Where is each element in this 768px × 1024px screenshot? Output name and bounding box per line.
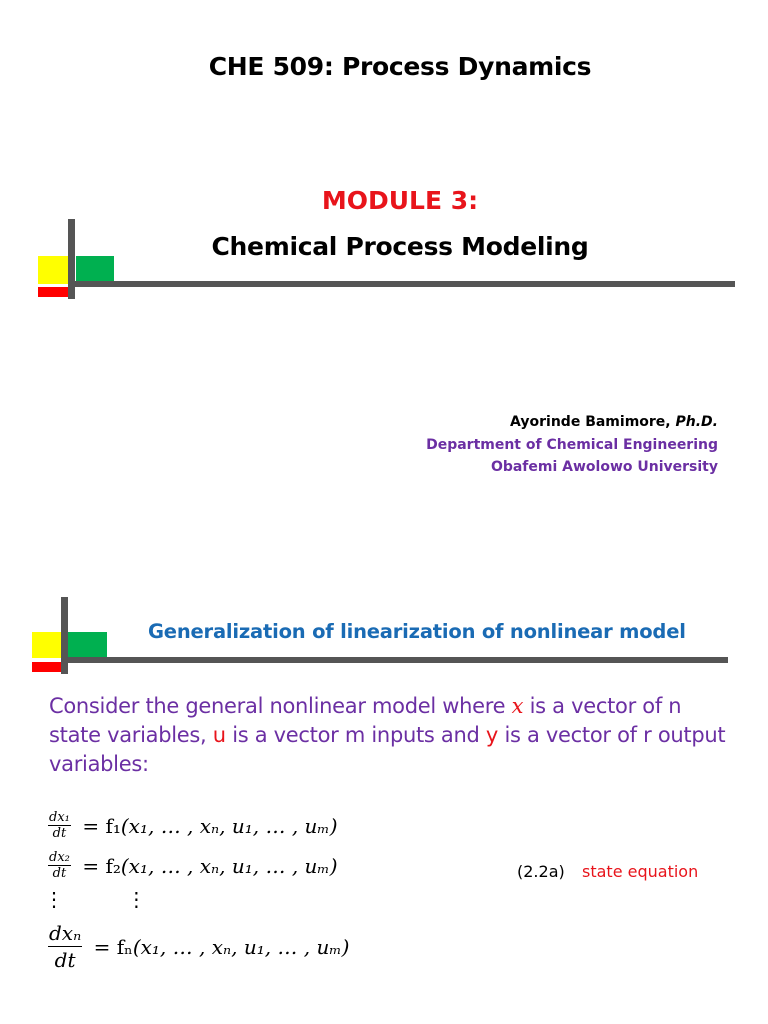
section-title: Generalization of linearization of nonlinear model — [148, 620, 686, 643]
department: Department of Chemical Engineering — [426, 437, 718, 453]
function-args: (x₁, … , xₙ, u₁, … , uₘ) — [120, 813, 338, 838]
red-square — [32, 662, 62, 672]
intro-paragraph — [49, 692, 739, 779]
intro-symbol-u: u — [212, 723, 226, 747]
fraction-denominator: dt — [52, 866, 67, 881]
intro-symbol-x: x — [511, 694, 524, 718]
intro-text-part: is a vector m inputs and — [225, 723, 486, 747]
fraction-numerator: dxₙ — [49, 921, 82, 945]
equation-label: state equation — [582, 862, 699, 881]
intro-symbol-y: y — [485, 723, 499, 747]
equation-rhs: = f₂(x₁, … , xₙ, u₁, … , uₘ) — [75, 853, 338, 878]
equation-2 — [48, 850, 338, 881]
function-name: f₂ — [105, 853, 121, 878]
green-square — [68, 632, 107, 658]
author-name — [510, 414, 718, 430]
fraction-numerator: dx₁ — [49, 810, 70, 825]
module-label: MODULE 3: — [321, 186, 479, 215]
horizontal-divider-bar — [61, 657, 728, 663]
function-args: (x₁, … , xₙ, u₁, … , uₘ) — [132, 934, 350, 959]
function-name: f₁ — [105, 813, 121, 838]
author-degree: Ph.D. — [675, 414, 718, 430]
function-args: (x₁, … , xₙ, u₁, … , uₘ) — [120, 853, 338, 878]
module-title: Chemical Process Modeling — [211, 232, 589, 261]
equation-number: (2.2a) — [517, 862, 565, 881]
yellow-square — [32, 632, 62, 658]
author-name-text: Ayorinde Bamimore, — [510, 414, 676, 430]
red-square — [38, 287, 70, 297]
horizontal-divider-bar — [68, 281, 735, 287]
equation-n — [48, 920, 349, 973]
vertical-ellipsis: ⋮ ⋮ — [44, 887, 175, 911]
derivative-fraction — [48, 810, 71, 841]
fraction-denominator: dt — [52, 826, 67, 841]
university: Obafemi Awolowo University — [490, 459, 718, 475]
function-name: fₙ — [116, 934, 133, 959]
equation-rhs: = f₁(x₁, … , xₙ, u₁, … , uₘ) — [75, 813, 338, 838]
fraction-denominator: dt — [54, 948, 76, 972]
fraction-numerator: dx₂ — [49, 850, 70, 865]
course-title: CHE 509: Process Dynamics — [208, 52, 592, 81]
equation-rhs: = fₙ(x₁, … , xₙ, u₁, … , uₘ) — [87, 934, 350, 959]
intro-text-part: is a vector of n state variables, — [49, 694, 682, 747]
equation-1 — [48, 810, 338, 841]
derivative-fraction — [48, 920, 82, 973]
derivative-fraction — [48, 850, 71, 881]
intro-text-part: Consider the general nonlinear model where — [49, 694, 512, 718]
intro-text-part: is a vector of r output variables: — [49, 723, 726, 776]
